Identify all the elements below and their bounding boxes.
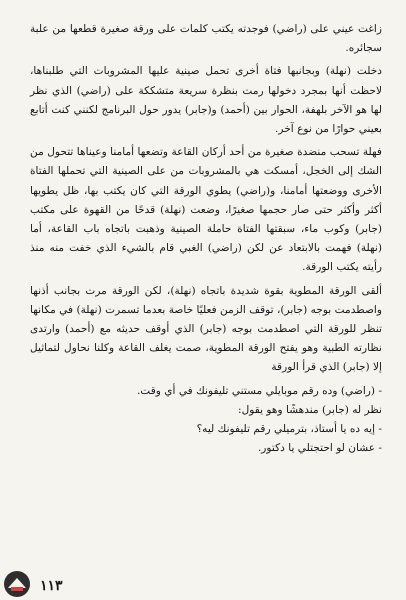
- book-logo-icon: [2, 570, 32, 598]
- dialogue-line-3: - إيه ده يا أستاذ، بترميلي رقم تليفونك ليه؟: [196, 423, 382, 436]
- paragraph-4: ألقى الورقة المطوية بقوة شديدة باتجاه (نهلة)، لكن الورقة مرت بجانب أذنها واصطدمت بوجه (جابر)، توقف الزمن فعليًا خاصة بعدما تسمرت (نهلة) في مكانها تنظر للورقة التي اصطدمت بوجه (جابر) الذي أوقف حديثه مع (أحمد) وارتدى نظارته الطبية وهو يفتح الورقة المطوية، صمت يغلف القاعة وكلنا نحاول لتماثيل إلا (جابر) الذي قرأ الورقة: [30, 284, 382, 374]
- page-text: [30, 20, 382, 458]
- paragraph-2: دخلت (نهلة) وبجانبها فتاة أخرى تحمل صينية عليها المشروبات التي طلبناها، لاحظت أنها بمجرد دخولها رمت بنظرة سريعة متشككة على (راضي) الذي نظر لها هو الآخر بلهفة، الحوار بين (أحمد) و(جابر) يدور حول البرنامج لكنني كنت أتابع بعيني حوارًا من نوع آخر.: [30, 65, 382, 136]
- page-number: ١١٣: [40, 578, 63, 594]
- dialogue-line-2: نظر له (جابر) مندهشًا وهو يقول:: [238, 403, 382, 416]
- paragraph-3: فهلة تسحب منضدة صغيرة من أحد أركان القاعة وتضعها أمامنا وعيناها تتحول من الشك إلى الخجل، أمسكت هي بالمشروبات من على الصينية التي تحملها الفتاة الأخرى ووضعتها أمامنا، و(راضي) يطوي الورقة التي كان يكتب بها، ظل يطويها أكثر وأكثر حتى صار حجمها صغيرًا، وضعت (نهلة) قدحًا من القهوة على مكتب (جابر) وكوب ماء، سبقتها الفتاة حاملة الصينية وذهبت باتجاه باب القاعة، أما (نهلة) فهمت بالابتعاد عن لكن (راضي) الغبي قام بالشيء الذي خفت منه منذ رأيته يكتب الورقة.: [30, 146, 382, 274]
- dialogue-line-1: - (راضي) وده رقم موبايلي مستني تليفونك في أي وقت.: [136, 384, 382, 397]
- dialogue-line-4: - عشان لو احتجتلي يا دكتور.: [257, 442, 382, 455]
- paragraph-1: زاغت عيني على (راضي) فوجدته يكتب كلمات على ورقة صغيرة قطعها من علبة سجائره.: [30, 23, 382, 55]
